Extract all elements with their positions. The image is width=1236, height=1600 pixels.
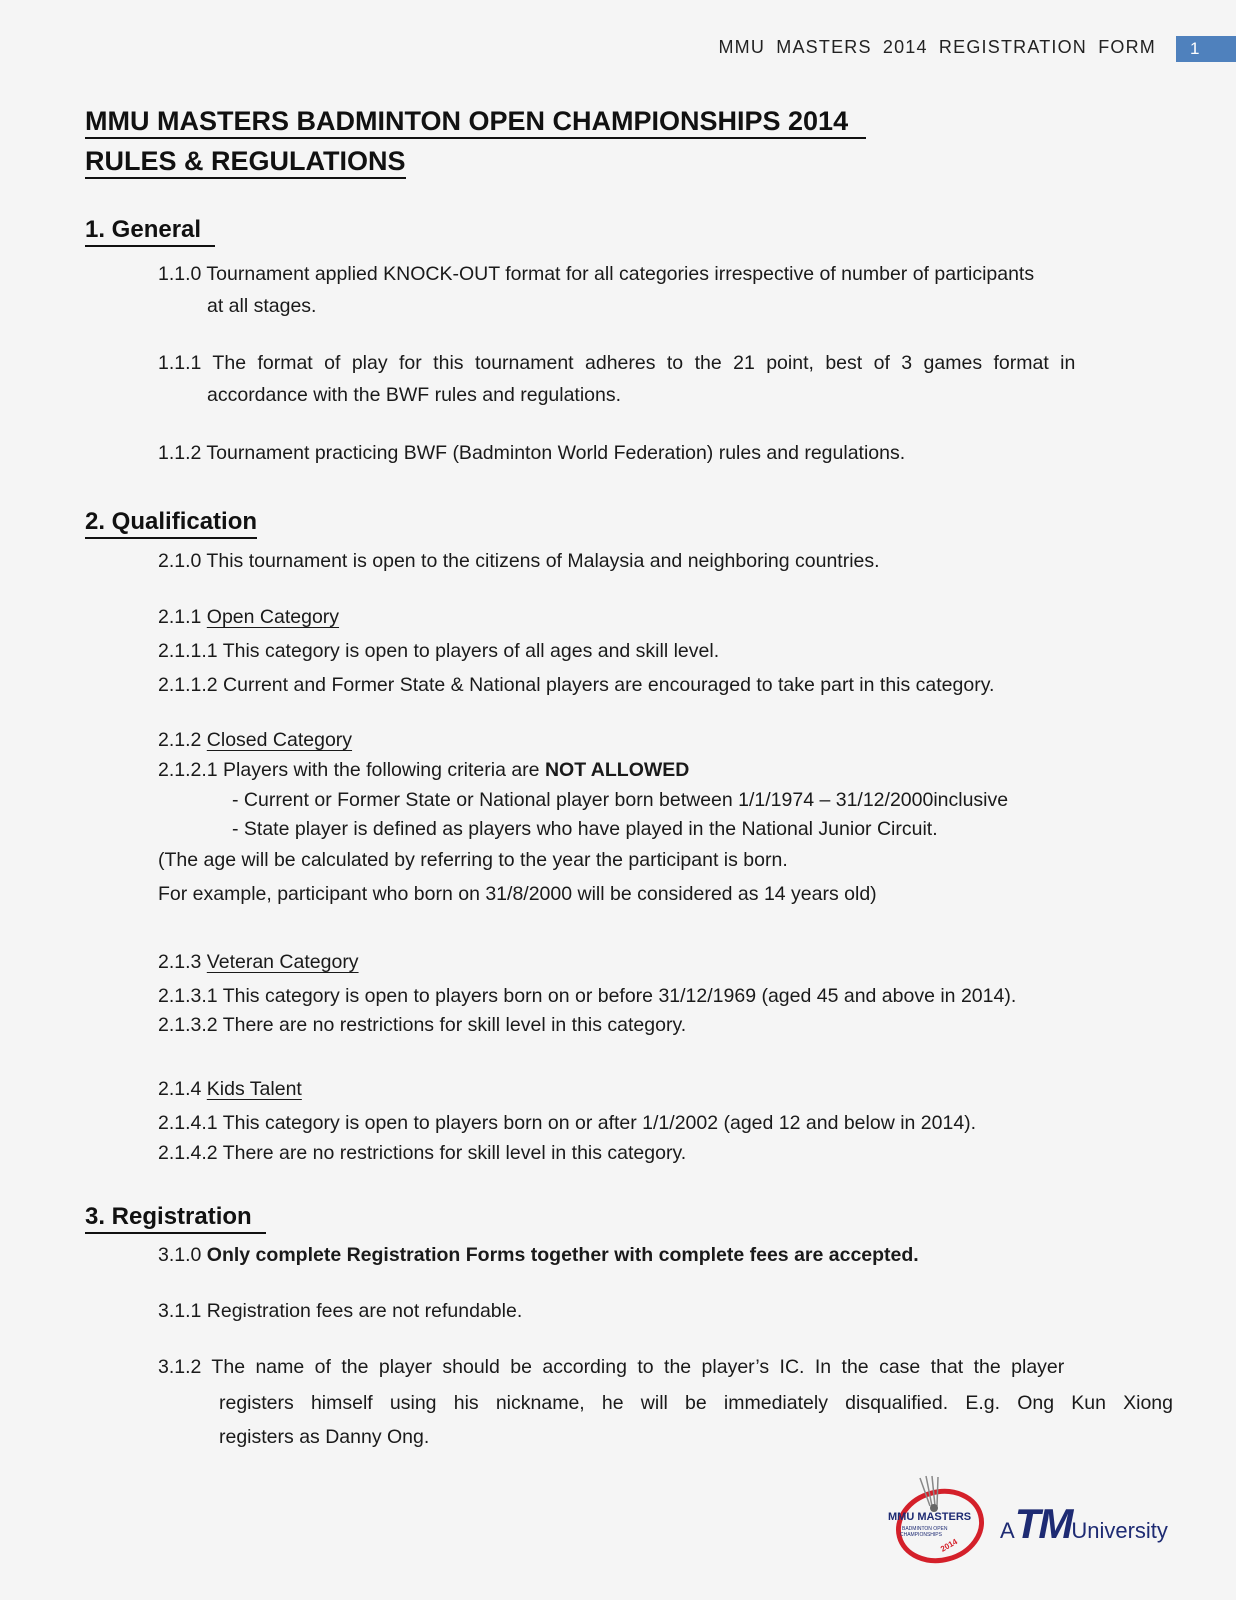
rule-3-1-0 [158, 1238, 1173, 1272]
tm-university-logo [1000, 1500, 1168, 1548]
closed-category-title: Closed Category [206, 729, 353, 751]
open-category-title: Open Category [206, 606, 340, 628]
age-note-2: For example, participant who born on 31/8/2000 will be considered as 14 years old) [158, 883, 877, 905]
tm-a-text: A [1000, 1518, 1015, 1543]
age-note-1: (The age will be calculated by referring to the year the participant is born. [158, 849, 788, 871]
title-line-2: RULES & REGULATIONS [85, 145, 406, 179]
rule-2-1-2-number: 2.1.2 [158, 729, 207, 751]
rule-2-1-3 [158, 945, 1173, 979]
rule-2-1-1-2: 2.1.1.2 Current and Former State & National players are encouraged to take part in this category. [158, 674, 995, 696]
rule-2-1-1 [158, 600, 1173, 634]
rule-2-1-2-1 [158, 753, 1173, 787]
mmu-masters-logo [880, 1468, 990, 1568]
tm-university-text: University [1071, 1518, 1168, 1543]
rule-1-1-0-cont: at all stages. [207, 295, 317, 317]
rule-2-1-4-2: 2.1.4.2 There are no restrictions for skill level in this category. [158, 1142, 687, 1164]
section-heading-general: 1. General [85, 215, 215, 247]
rule-2-1-4-number: 2.1.4 [158, 1078, 207, 1100]
rule-2-1-4 [158, 1072, 1173, 1106]
svg-text:CHAMPIONSHIPS: CHAMPIONSHIPS [900, 1532, 942, 1538]
running-header-title: MMU MASTERS 2014 REGISTRATION FORM [718, 37, 1156, 57]
document-title [85, 101, 866, 181]
rule-1-1-0: 1.1.0 Tournament applied KNOCK-OUT format for all categories irrespective of number of participants [158, 263, 1035, 285]
rule-2-1-2 [158, 723, 1173, 757]
kids-talent-title: Kids Talent [206, 1078, 302, 1100]
rule-3-1-2-cont: registers himself using his nickname, he will be immediately disqualified. E.g. Ong Kun Xiong [219, 1392, 1173, 1414]
rule-2-1-0: 2.1.0 This tournament is open to the citizens of Malaysia and neighboring countries. [158, 550, 880, 572]
rule-2-1-3-number: 2.1.3 [158, 951, 207, 973]
complete-forms-notice: Only complete Registration Forms together with complete fees are accepted. [206, 1244, 919, 1266]
tm-wordmark: TM [1014, 1500, 1072, 1547]
rule-3-1-1: 3.1.1 Registration fees are not refundable. [158, 1300, 523, 1322]
criteria-bullet-2: - State player is defined as players who have played in the National Junior Circuit. [232, 818, 938, 840]
rule-1-1-1-cont: accordance with the BWF rules and regulations. [207, 384, 622, 406]
rule-2-1-3-2: 2.1.3.2 There are no restrictions for skill level in this category. [158, 1014, 687, 1036]
svg-text:2014: 2014 [939, 1537, 959, 1554]
criteria-bullet-1: - Current or Former State or National player born between 1/1/1974 – 31/12/2000inclusive [232, 789, 1009, 811]
rule-2-1-1-number: 2.1.1 [158, 606, 207, 628]
not-allowed-label: NOT ALLOWED [544, 759, 690, 781]
rule-2-1-3-1: 2.1.3.1 This category is open to players born on or before 31/12/1969 (aged 45 and above in 2014). [158, 985, 1017, 1007]
rule-2-1-2-1-text: 2.1.2.1 Players with the following criteria are [158, 759, 545, 781]
rule-3-1-0-number: 3.1.0 [158, 1244, 207, 1266]
rule-1-1-1: 1.1.1 The format of play for this tournament adheres to the 21 point, best of 3 games format in [158, 352, 1076, 374]
rule-2-1-1-1: 2.1.1.1 This category is open to players of all ages and skill level. [158, 640, 720, 662]
title-line-1: MMU MASTERS BADMINTON OPEN CHAMPIONSHIPS 2014 [85, 105, 866, 139]
rule-3-1-2: 3.1.2 The name of the player should be according to the player’s IC. In the case that the player [158, 1356, 1065, 1378]
veteran-category-title: Veteran Category [206, 951, 359, 973]
section-heading-qualification: 2. Qualification [85, 507, 257, 539]
rule-2-1-4-1: 2.1.4.1 This category is open to players born on or after 1/1/2002 (aged 12 and below in 2014). [158, 1112, 977, 1134]
svg-text:BADMINTON OPEN: BADMINTON OPEN [902, 1526, 948, 1532]
page-number-badge: 1 [1176, 36, 1236, 62]
svg-text:MMU MASTERS: MMU MASTERS [888, 1511, 972, 1523]
section-heading-registration: 3. Registration [85, 1202, 266, 1234]
rule-3-1-2-cont-2: registers as Danny Ong. [219, 1426, 430, 1448]
rule-1-1-2: 1.1.2 Tournament practicing BWF (Badminton World Federation) rules and regulations. [158, 442, 906, 464]
